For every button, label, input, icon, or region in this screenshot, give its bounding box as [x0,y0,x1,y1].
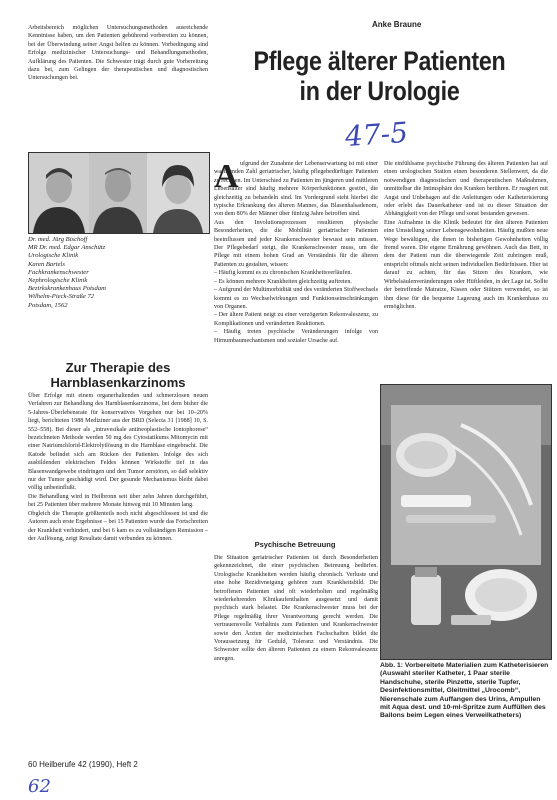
figure-caption: Abb. 1: Vorbereitete Materialien zum Katheterisieren (Auswahl steriler Katheter, 1 Paar sterile Handschuhe, sterile Pinzette, sterile Tupfer, Desinfektionsmittel, Gleitmittel „Urocomb“, Nierenschale zum Auffangen des Urins, Ampullen mit Aqua dest. und 10-ml-Spritze zum Auffüllen des Ballons beim Legen eines Verweilkatheters) [380,662,549,720]
main-column-text: ufgrund der Zunahme der Lebenserwartung ist mit einer wachsenden Zahl geriatrischer, häufig pflegebedürftiger Patienten zu rechnen. Im Unterschied zu Patienten im jüngeren und mittleren Lebensalter sind häufig mehrere Körperfunktionen gestört, die gleichzeitig zu behandeln sind. Im Vordergrund steht hierbei die typische Erkrankung des älteren Mannes, das Blasenhalsadenom, von dem 80% der Männer über fünfzig Jahre betroffen sind. Aus den Involutionsprozessen resultieren physische Besonderheiten, die die Mobilität geriatrischer Patienten beeinflussen und jeder Krankenschwester bewusst sein müssen. Der Pflegebedarf steigt, die Krankenschwester muss, um die Pflege mit einem hohen Grad an Verständnis für die älteren Patienten zu gestalten, wissen: – Häufig kommt es zu chronischen Krankheitsverläufen. – Es können mehrere Krankheiten gleichzeitig auftreten. – Aufgrund der Multimorbidität und des veränderten Stoffwechsels kommt es zu Wechselwirkungen und Funktionseinschränkungen von Organen. – Der ältere Patient neigt zu einer verzögerten Rekonvaleszenz, zu Komplikationen und veränderten Reaktionen. – Häufig treten psychische Veränderungen infolge von Hirnumbaumechanismen und sozialer Ursache auf. [214,161,378,344]
article-title: Pflege älterer Patienten in der Urologie [253,46,506,106]
author-portraits-image [29,153,209,233]
author-name: Anke Braune [372,20,422,29]
page-footer: 60 Heilberufe 42 (1990), Heft 2 [28,760,138,769]
right-column-text: Die einfühlsame psychische Führung des älteren Patienten hat auf einen urologischen Station einen besonderen Stellenwert, da die notwendigen diagnostischen und therapeutischen Maßnahmen, unmittelbar die Intimsphäre des Kranken berühren. Er reagiert mit Angst und Unbehagen auf die Anleitungen oder Katheterisierung oder erlebt das Dauerkatheter und ist zu dieser Situation der Abhängigkeit von der Pflege und sonst bestanden gewesen. Eine Aufnahme in die Klinik bedeutet für den älteren Patienten eine Umstellung seiner Lebensgewohnheiten. Häufig mußten neue Wege bewältigen, die ihnen in bisherigen Gewohnheiten völlig fremd waren. Die eigene Ernährung gewöhnen. Auch das Bett, in dem der Patient nun die überwiegende Zeit zubringen muß, entspricht oftmals nicht seinen individuellen Bedürfnissen. Hier ist darauf zu achten, für das Sitzen des Kranken, wie Wirbelsäulenveränderungen oder Hüftleiden, in der Lage ist. Sollte der betreffende Matratze, Kissen oder Stützen verwendet, so ist ihm diese für die bequeme Lagerung auch im Krankenhaus zu ermöglichen. [384,161,548,310]
sidebar-heading: Zur Therapie des Harnblasenkarzinoms [50,360,186,390]
sidebar-text: Über Erfolge mit einem organerhaltenden und schmerzlosen neuen Verfahren zur Behandlung des Harnblasenkarzinoms, bei dem bisher die 5-Jahres-Überlebensrate für konservatives Vorgehen nur bei 10–20% liegt, berichteten 1988 Mediziner aus der BRD (Selecta 31 [1988] 10, S. 552–558). Bei dieser als „intravesikale antineoplastische Iontophorese“ bezeichneten Methode werden 50 mg des Cytostatikums Mitomycin mit einer Natriumchlorid-Elektrolytlösung in die Harnblase eingebracht. Die Katode befindet sich am Rücken des Patienten. Infolge des sich ausbildenden elektrischen Feldes können Wirkstoffe tief in das Blasenwandgewebe eindringen und den Tumor zerstören, so daß selektiv nur der Tumor geschädigt wird. Der gesunde Mechanismus bleibt dabei völlig unbeeinflußt. Die Behandlung wird in Heilbronn seit über zehn Jahren durchgeführt, bei 25 Patienten über mehrere Monate hinweg mit 10 Minuten lang. Obgleich die Therapie größtenteils noch nicht abgeschlossen ist und die Autoren auch erste Ergebnisse – bei 15 Patienten wurde das Fortschreiten der Krankheit verhindert, und bei 6 kam es zu vollständigen Remission – der Auflösung, zeigt Resultate damit verbunden zu können. [28,393,208,542]
catheter-materials-image [381,385,551,659]
catheter-materials-photo [380,384,552,660]
subheading-psychische-betreuung: Psychische Betreuung [254,540,336,549]
handwritten-page-number: 62 [28,776,51,797]
author-photos [28,152,210,234]
author-affiliations: Dr. med. Jürg Bischoff MR Dr. med. Edgar Anschütz Urologische Klinik Karen Bartels Fachkrankenschwester Nephrologische Klinik Bezirkskrankenhaus Potsdam Wilhelm-Pieck-Straße 72 Potsdam, 1562 [28,236,106,309]
drop-cap: A [214,158,239,195]
intro-column-text: Arbeitsbereich möglichen Untersuchungsmethoden ausreichende Kenntnisse haben, um den Patienten gebührend vorbereiten zu können, bei der Überwindung seiner Angst helfen zu können. Vorbedingung sind Erfolge medizinischer Untersuchungs- und Behandlungsmethoden, Aufklärung des Patienten. Die Schwester trägt durch gute Vorbereitung dazu bei, zum Gelingen der therapeutischen und diagnostischen Untersuchungen bei. [28,25,208,82]
handwritten-note: 47-5 [343,115,409,154]
main-column-text-2: Die Situation geriatrischer Patienten ist durch Besonderheiten gekennzeichnet, die einer psychischen Betreuung bedürfen. Urologische Krankheiten werden häufig chronisch. Verluste und eine hohe Rezidivneigung gehören zum Krankheitsbild. Die betroffenen Patienten sind oft wiederholten und regelmäßig wiederkehrenden Klinikaufenthalten ausgesetzt und damit psychisch stark belastet. Die Krankenschwester muss bei der Pflege regelmäßig ihrer Verantwortung gerecht werden. Die vertrauensvolle Verhältnis zum Patienten und Krankenschwester sowie den Ärzten der medizinischen Fachschaften bildet die Voraussetzung für Geduld, Toleranz und Verständnis. Die Schwester sollte den älteren Patienten zu einem Rekonvaleszenz anregen. [214,555,378,662]
